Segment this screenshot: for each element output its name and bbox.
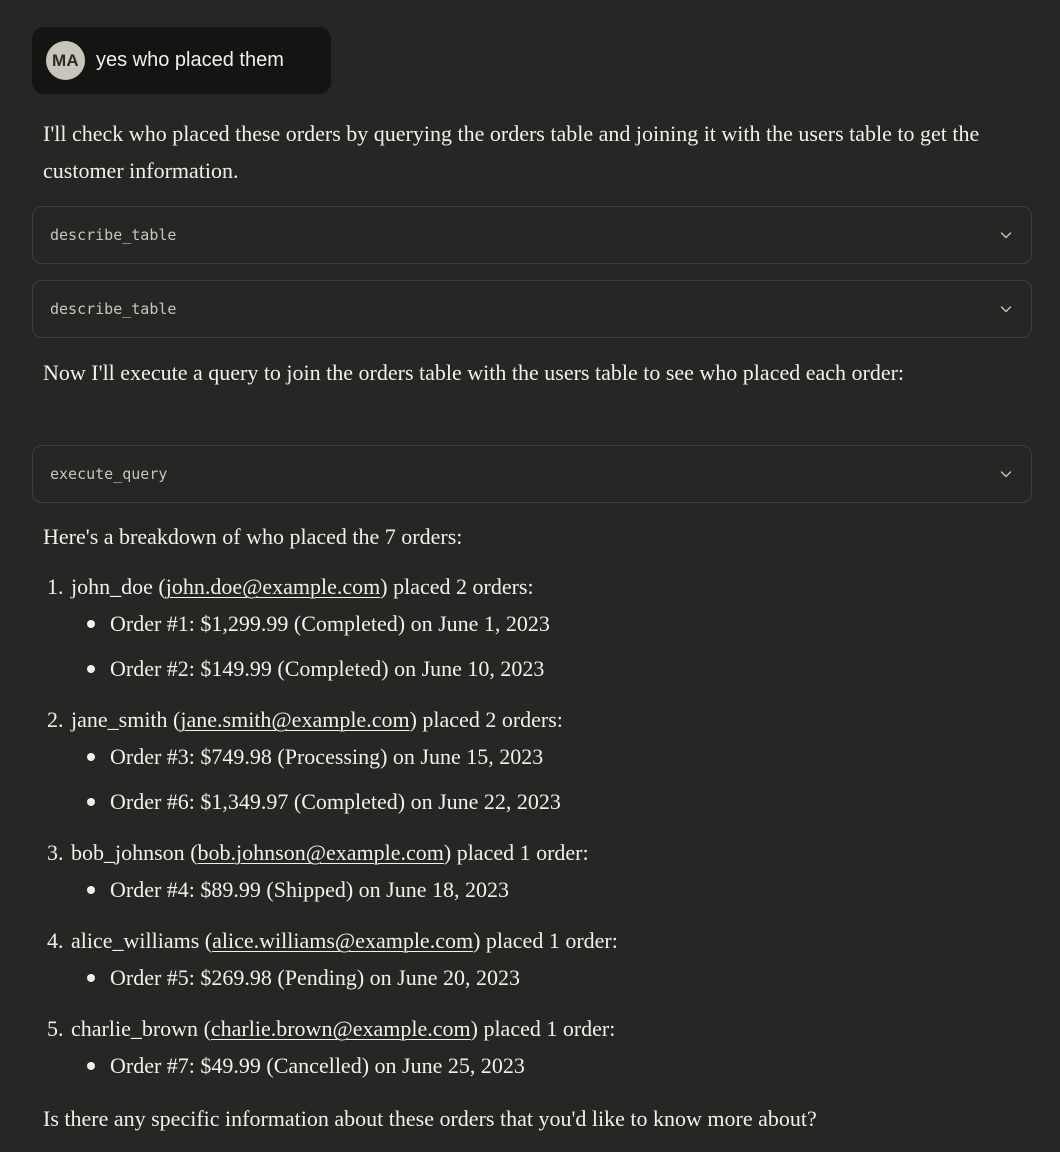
order-list xyxy=(43,1047,1023,1084)
bullet-icon xyxy=(87,974,95,982)
customer-summary: placed 2 orders: xyxy=(393,574,534,599)
order-list xyxy=(43,871,1023,908)
assistant-intro-text: I'll check who placed these orders by querying the orders table and joining it with the users table to get the customer information. xyxy=(43,121,980,183)
tool-call-execute-query[interactable] xyxy=(32,445,1032,503)
bullet-icon xyxy=(87,1062,95,1070)
bullet-icon xyxy=(87,753,95,761)
user-message-text: yes who placed them xyxy=(96,49,284,71)
customer-summary: placed 2 orders: xyxy=(422,707,563,732)
customer-email-link[interactable]: john.doe@example.com xyxy=(165,574,381,599)
list-number: 3. xyxy=(47,840,64,865)
customer-email-link[interactable]: charlie.brown@example.com xyxy=(210,1016,471,1041)
tool-call-name: describe_table xyxy=(50,300,177,318)
tool-call-describe-table-2[interactable] xyxy=(32,280,1032,338)
customer-item: 4. alice_williams (alice.williams@example.com) placed 1 order: Order #5: $269.98 (Pending) on June 20, 2023 xyxy=(43,922,1023,996)
customer-item: 3. bob_johnson (bob.johnson@example.com) placed 1 order: Order #4: $89.99 (Shipped) on June 18, 2023 xyxy=(43,834,1023,908)
bullet-icon xyxy=(87,665,95,673)
assistant-query-text: Now I'll execute a query to join the orders table with the users table to see who placed each order: xyxy=(43,360,905,385)
order-item: Order #7: $49.99 (Cancelled) on June 25, 2023 xyxy=(43,1047,1023,1084)
chevron-down-icon xyxy=(998,301,1014,317)
tool-call-name: execute_query xyxy=(50,465,168,483)
customer-item: 1. john_doe (john.doe@example.com) placed 2 orders: Order #1: $1,299.99 (Completed) on June 1, 2023 Order #2: $149.99 (Completed) on June 10, 2023 xyxy=(43,568,1023,687)
user-message-bubble xyxy=(32,27,331,94)
breakdown-heading: Here's a breakdown of who placed the 7 orders: xyxy=(43,524,463,549)
customer-summary: placed 1 order: xyxy=(456,840,589,865)
order-list xyxy=(43,738,1023,820)
customer-username: john_doe xyxy=(71,574,153,599)
order-list xyxy=(43,959,1023,996)
customer-email-link[interactable]: jane.smith@example.com xyxy=(180,707,410,732)
bullet-icon xyxy=(87,620,95,628)
user-avatar: MA xyxy=(46,41,85,80)
customer-username: jane_smith xyxy=(71,707,168,732)
list-number: 4. xyxy=(47,928,64,953)
customer-email-link[interactable]: bob.johnson@example.com xyxy=(197,840,444,865)
closing-question: Is there any specific information about these orders that you'd like to know more about? xyxy=(43,1106,817,1131)
customer-list xyxy=(43,568,1023,1098)
list-number: 2. xyxy=(47,707,64,732)
customer-username: charlie_brown xyxy=(71,1016,199,1041)
list-number: 1. xyxy=(47,574,64,599)
order-item: Order #6: $1,349.97 (Completed) on June 22, 2023 xyxy=(43,783,1023,820)
customer-username: bob_johnson xyxy=(71,840,185,865)
order-list xyxy=(43,605,1023,687)
customer-summary: placed 1 order: xyxy=(483,1016,616,1041)
list-number: 5. xyxy=(47,1016,64,1041)
customer-item: 2. jane_smith (jane.smith@example.com) placed 2 orders: Order #3: $749.98 (Processing) on June 15, 2023 Order #6: $1,349.97 (Completed) on June 22, 2023 xyxy=(43,701,1023,820)
tool-call-name: describe_table xyxy=(50,226,177,244)
bullet-icon xyxy=(87,798,95,806)
order-item: Order #2: $149.99 (Completed) on June 10, 2023 xyxy=(43,650,1023,687)
tool-call-describe-table-1[interactable] xyxy=(32,206,1032,264)
customer-summary: placed 1 order: xyxy=(485,928,618,953)
order-item: Order #3: $749.98 (Processing) on June 15, 2023 xyxy=(43,738,1023,775)
order-item: Order #5: $269.98 (Pending) on June 20, 2023 xyxy=(43,959,1023,996)
customer-username: alice_williams xyxy=(71,928,200,953)
bullet-icon xyxy=(87,886,95,894)
chevron-down-icon xyxy=(998,466,1014,482)
customer-email-link[interactable]: alice.williams@example.com xyxy=(212,928,474,953)
order-item: Order #1: $1,299.99 (Completed) on June 1, 2023 xyxy=(43,605,1023,642)
chevron-down-icon xyxy=(998,227,1014,243)
customer-item: 5. charlie_brown (charlie.brown@example.com) placed 1 order: Order #7: $49.99 (Cancelled) on June 25, 2023 xyxy=(43,1010,1023,1084)
order-item: Order #4: $89.99 (Shipped) on June 18, 2023 xyxy=(43,871,1023,908)
